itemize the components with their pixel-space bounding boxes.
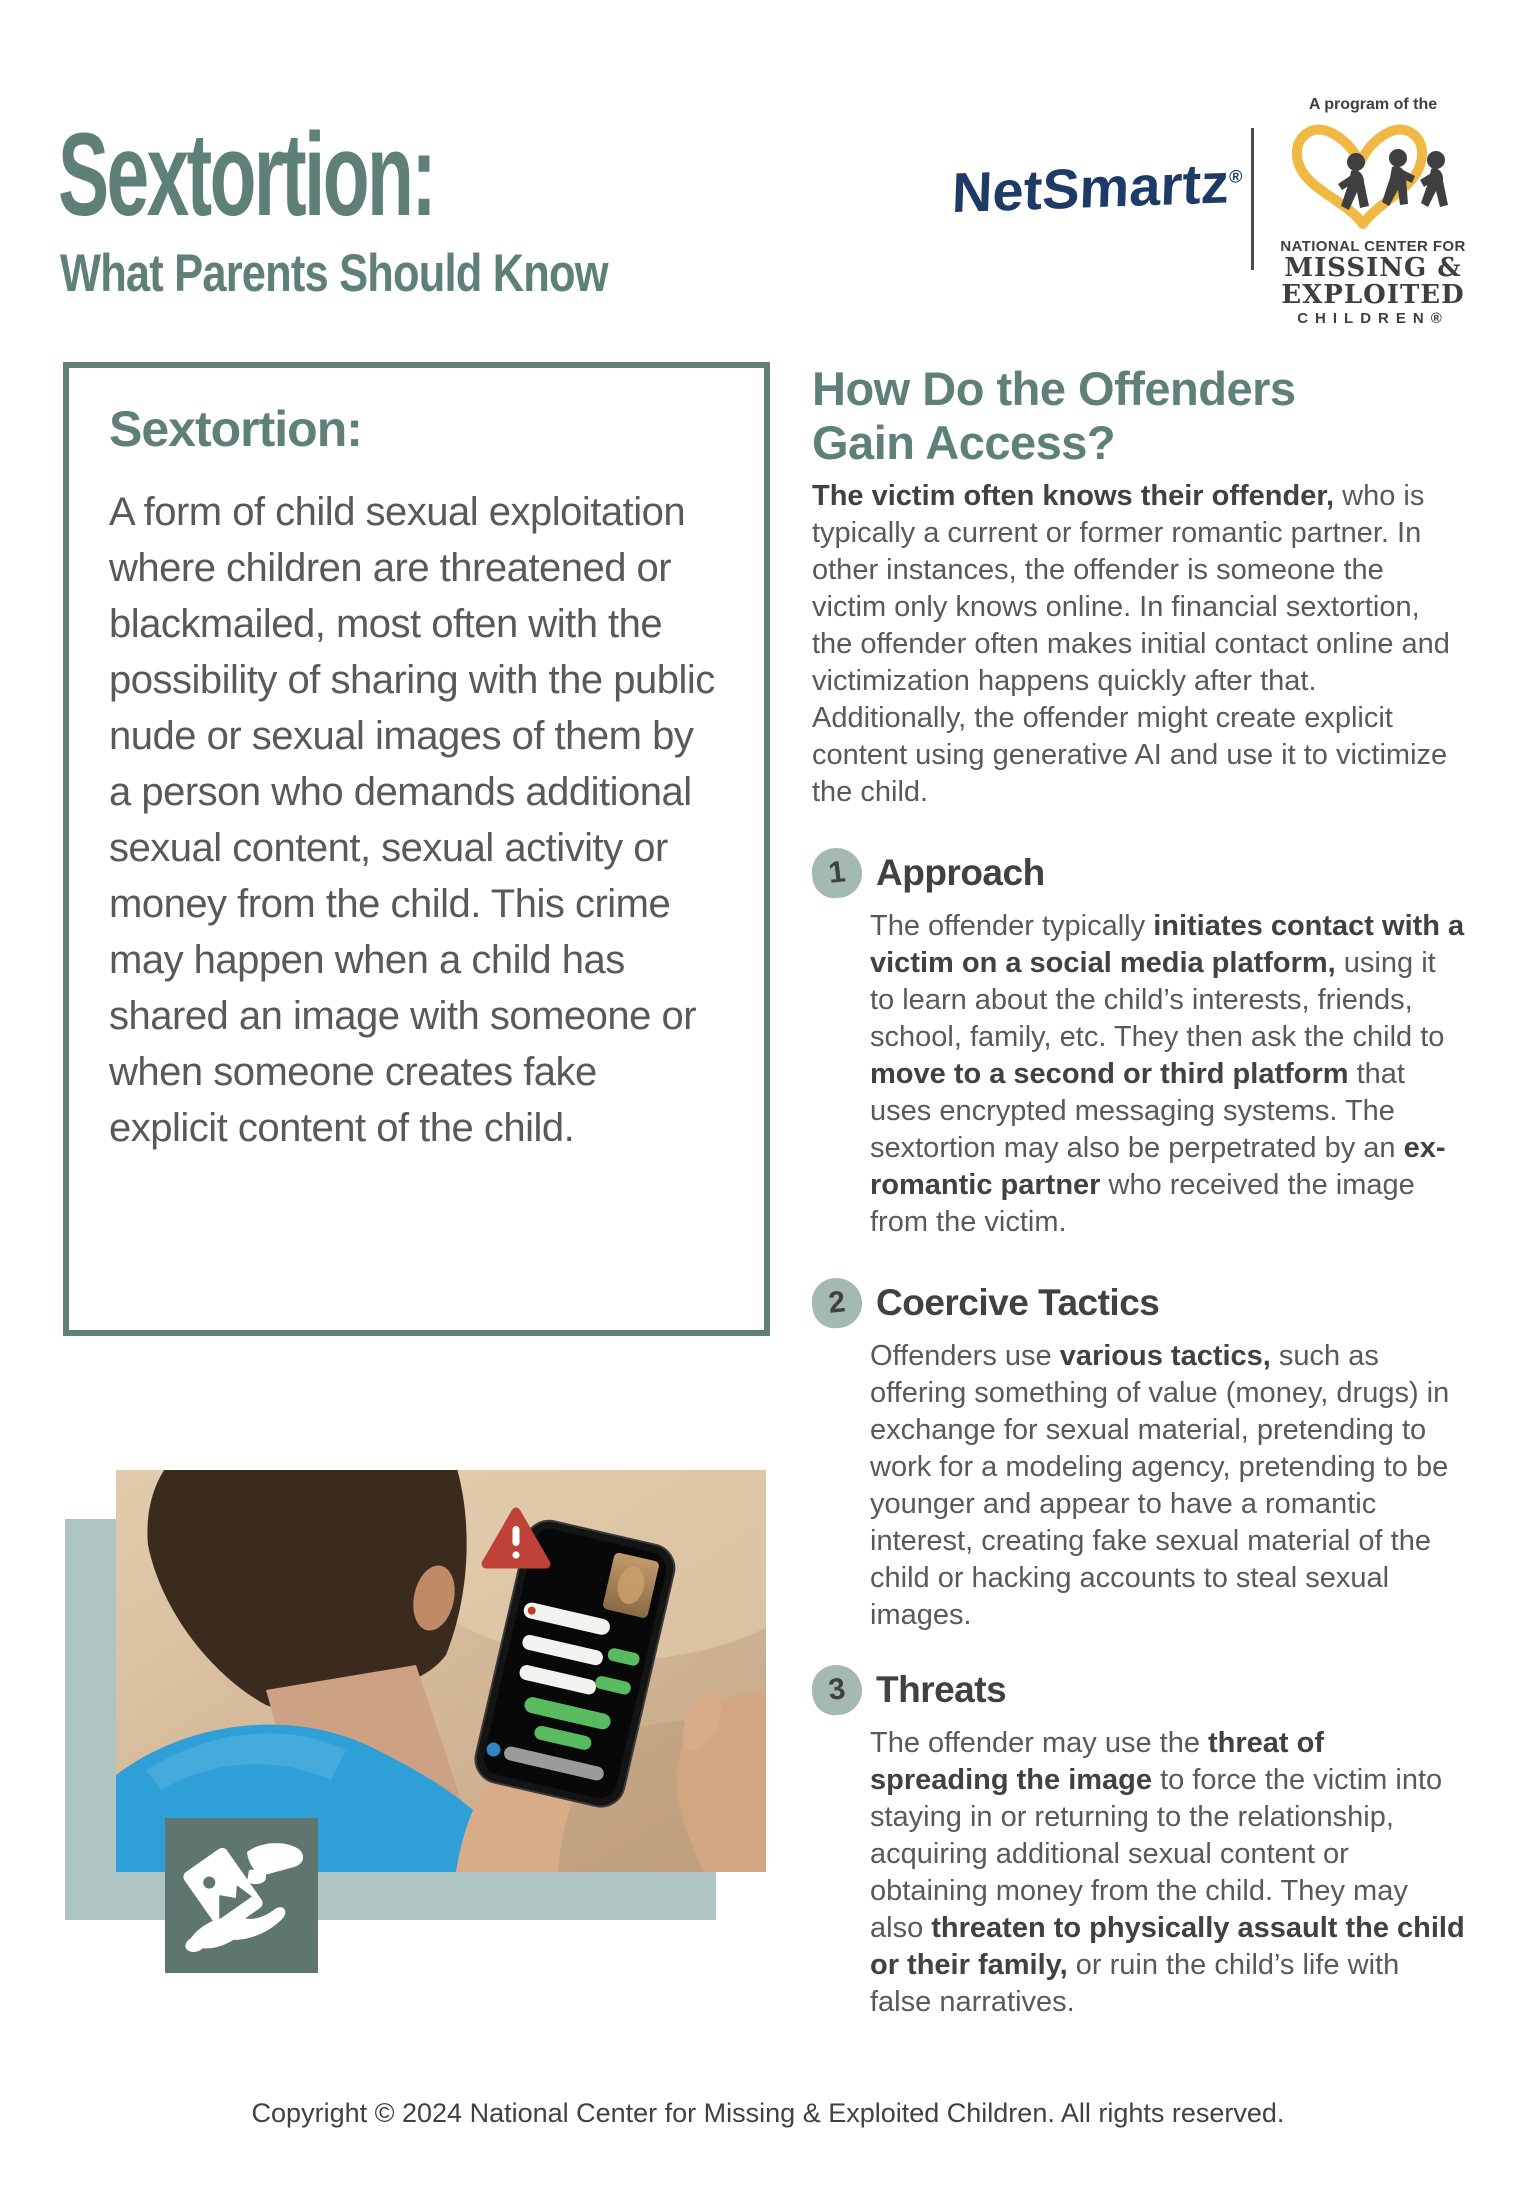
section-header <box>812 1278 1465 1328</box>
ncmec-heart-icon <box>1278 118 1468 236</box>
netsmartz-logo <box>951 151 1243 225</box>
section-coercive-tactics <box>812 1278 1465 1634</box>
intro-paragraph: The victim often knows their offender, who is typically a current or former romantic partner. In other instances, the offender is someone the victim only knows online. In financial sextortion, the offender often makes initial contact online and victimization happens quickly after that. Additionally, the offender might create explicit content using generative AI and use it to victimize the child. <box>812 480 1450 808</box>
program-note: A program of the <box>1308 96 1438 113</box>
section-header <box>812 1665 1465 1715</box>
definition-heading: Sextortion: <box>109 401 362 457</box>
ncmec-logo <box>1278 96 1468 327</box>
logo-divider <box>1251 128 1254 270</box>
footer-copyright: Copyright © 2024 National Center for Missing & Exploited Children. All rights reserved. <box>251 2098 1285 2128</box>
netsmartz-logo-text: NetSmartz <box>951 151 1231 225</box>
ncmec-name-line2: MISSING & <box>1284 253 1462 283</box>
section-approach <box>812 848 1465 1241</box>
section-number-badge: 1 <box>810 846 865 901</box>
section-title: Approach <box>876 852 1045 893</box>
definition-box <box>63 362 770 1336</box>
registered-mark: ® <box>1228 166 1243 187</box>
section-title: Coercive Tactics <box>876 1282 1160 1323</box>
section-header <box>812 848 1465 898</box>
page-subtitle: What Parents Should Know <box>60 244 608 303</box>
section-number-badge: 2 <box>810 1276 865 1331</box>
section-paragraph: The offender may use the threat of spreading the image to force the victim into staying in or returning to the relationship, acquiring additional sexual content or obtaining money from the child. They may also threaten to physically assault the child or their family, or ruin the child’s life with false narratives. <box>870 1727 1465 2018</box>
ncmec-name-line4: CHILDREN® <box>1297 310 1449 328</box>
ncmec-name-line3: EXPLOITED <box>1281 279 1465 310</box>
section-paragraph: The offender typically initiates contact with a victim on a social media platform, using it to learn about the child’s interests, friends, school, family, etc. They then ask the child to move to a second or third platform that uses encrypted messaging systems. The sextortion may also be perpetrated by an ex-romantic partner who received the image from the victim. <box>870 910 1465 1238</box>
photo-exchange-icon <box>165 1818 318 1973</box>
page-title: Sextortion: <box>58 109 435 241</box>
column-heading: How Do the Offenders Gain Access? <box>812 362 1296 469</box>
ncmec-name-line1: NATIONAL CENTER FOR <box>1280 238 1466 255</box>
photo-illustration <box>116 1470 766 1872</box>
section-number-badge: 3 <box>810 1663 865 1718</box>
definition-body: A form of child sexual exploitation where children are threatened or blackmailed, most often with the possibility of sharing with the public nude or sexual images of them by a person who demands additional sexual content, sexual activity or money from the child. This crime may happen when a child has shared an image with someone or when someone creates fake explicit content of the child. <box>109 490 715 1150</box>
section-title: Threats <box>876 1669 1007 1710</box>
section-threats <box>812 1665 1465 2021</box>
section-paragraph: Offenders use various tactics, such as offering something of value (money, drugs) in exchange for sexual material, pretending to work for a modeling agency, pretending to be younger and appear to have a romantic interest, creating fake sexual material of the child or hacking accounts to steal sexual images. <box>870 1340 1450 1631</box>
